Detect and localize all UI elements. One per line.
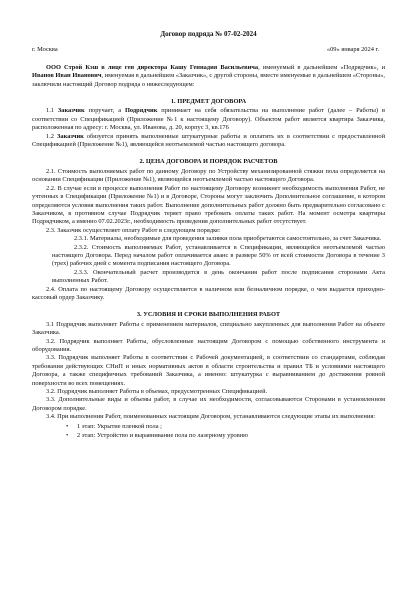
- section-2-heading: 2. ЦЕНА ДОГОВОРА И ПОРЯДОК РАСЧЕТОВ: [139, 158, 278, 166]
- clause-2-3-3: 2.3.3. Окончательный расчет производится в день окончания работ после подписания сторонами Акта выполненных Работ.: [52, 268, 385, 285]
- clause-3-4: 3.4. При выполнении Работ, поименованных настоящим Договором, устанавливаются следующие этапы их выполнения:: [46, 413, 376, 421]
- city-date-row: [32, 46, 385, 54]
- clause-1-2: 1.2 Заказчик обязуется принять выполненные штукатурные работы и оплатить их в соответствии с предоставленной Спецификацией (Приложение №1), являющейся неотъемлемой частью настоящего договора.: [32, 132, 385, 149]
- bullet-icon: •: [66, 432, 69, 440]
- clause-2-3-1: 2.3.1. Материалы, необходимые для проведения заливки пола приобретаются самостоятельно, за счет Заказчика.: [74, 235, 382, 243]
- clause-2-3: 2.3. Заказчик осуществляет оплату Работ в следующем порядке:: [46, 226, 221, 234]
- clause-2-1: 2.1. Стоимость выполняемых работ по данному Договору по Устройству механизированной стяжки пола определяется на основании Спецификации (Приложение №1), являющейся неотъемлемой частью настоящего Договора.: [32, 167, 385, 184]
- clause-3-2: 3.2. Подрядчик выполняет Работы, обусловленные настоящим Договором с помощью собственного инструмента и оборудования.: [32, 337, 385, 353]
- section-1-heading: 1. ПРЕДМЕТ ДОГОВОРА: [170, 98, 247, 106]
- clause-3-2b: 3.2. Подрядчик выполняет Работы в объемах, предусмотренных Спецификацией.: [46, 388, 268, 396]
- bullet-icon: •: [66, 422, 69, 430]
- clause-2-4: 2.4. Оплата по настоящему Договору осуществляется в наличном или безналичном порядке, о чем выдается приходно-кассовый ордер Заказчику.: [32, 285, 385, 301]
- contract-title: Договор подряда № 07-02-2024: [160, 30, 257, 38]
- contract-date: «09» января 2024 г.: [326, 46, 379, 54]
- list-item: • 1 этап: Укрытие пленкой пола ;: [66, 422, 162, 430]
- clause-3-1: 3.1 Подрядчик выполняет Работы с применением материалов, специально закупленных для выполнения Работ на объекте Заказчика.: [32, 320, 385, 337]
- contractor-name: ООО Строй Кэш в лице ген директора Кашу Геннадия Васильевича: [46, 63, 259, 71]
- list-item: • 2 этап: Устройство и выравнивание пола по лазерному уровню: [66, 432, 248, 440]
- parties-paragraph: ООО Строй Кэш в лице ген директора Кашу Геннадия Васильевича, именуемый в дальнейшем «Подрядчик», и Иванов Иван Иванович, именуемая в дальнейшем «Заказчик», с другой стороны, вместе именуемые в дальнейшем «Стороны», заключили настоящий Договор подряда о нижеследующем:: [32, 63, 385, 88]
- contract-city: г. Москва: [32, 46, 58, 54]
- clause-3-3b: 3.3. Дополнительные виды и объемы работ, в случае их необходимости, согласовываются Сторонами в установленном Договором порядке.: [32, 396, 385, 412]
- clause-3-3: 3.3. Подрядчик выполняет Работы в соответствии с Рабочей документацией, в соответствии со стандартами, соблюдая требования действующих СНиП и иных нормативных актов в области строительства и правил ТБ и условиями настоящего Договора, а также специфичных требований Заказчика, а именно: штукатурка с выравниванием до достижения ровной поверхности во всех помещениях.: [32, 354, 385, 387]
- clause-2-2: 2.2. В случае если в процессе выполнения Работ по настоящему Договору возникнет необходимость выполнения Работ, не учтенных в Спецификации (Приложение №1) и в Договоре, Стороны могут заключить Дополнительное соглашение, в котором определяются условия выполнения таких работ. Выполнение дополнительных работ должно быть предварительно согласовано с Заказчиком, в противном случае Подрядчик теряет право требовать оплаты таких работ. На момент осмотра квартиры Подрядчиком, а именно 07.02.2023г., необходимость проведения дополнительных работ отсутствует.: [32, 184, 385, 226]
- customer-name: Иванов Иван Иванович: [32, 72, 102, 80]
- section-3-heading: 3. УСЛОВИЯ И СРОКИ ВЫПОЛНЕНИЯ РАБОТ: [136, 311, 281, 319]
- clause-2-3-2: 2.3.2. Стоимость выполняемых Работ, устанавливается в Спецификации, являющейся неотъемлемой частью настоящего Договора. Перед началом работ оплачивается аванс в размере 50% от всей стоимости Договора в течение 3 (трех) рабочих дней с момента подписания настоящего Договора.: [52, 243, 385, 268]
- clause-1-1: 1.1 Заказчик поручает, а Подрядчик принимает на себя обязательства на выполнение работ (далее – Работы) в соответствии со Спецификацией (Приложение №1 к настоящему Договору). Объектом работ является квартира Заказчика, расположенная по адресу: г. Москва, ул. Иванова, д. 20, корпус 3, кв.176: [32, 107, 386, 132]
